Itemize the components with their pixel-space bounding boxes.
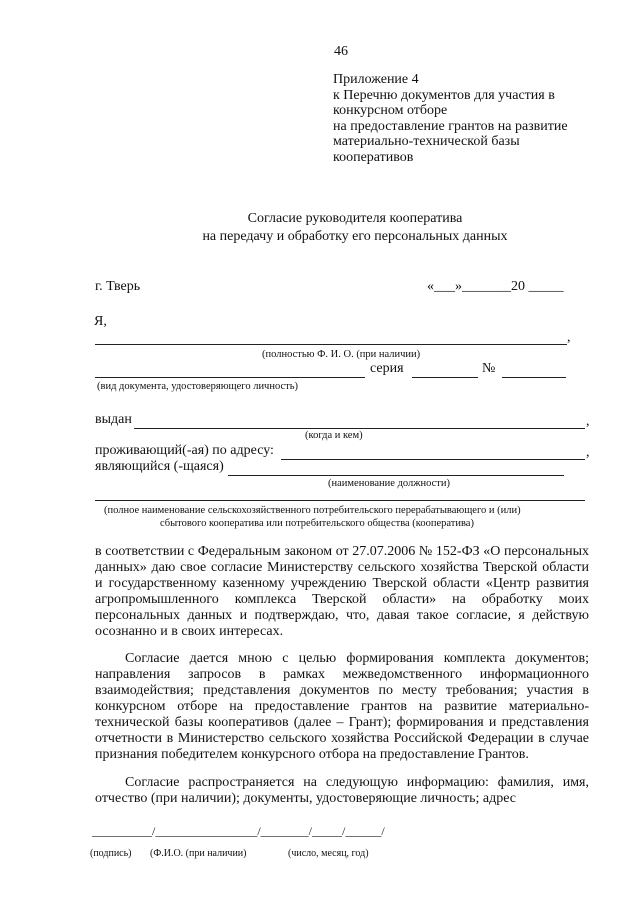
- appendix-line: конкурсном отборе: [333, 103, 448, 119]
- address-input-line[interactable]: [281, 459, 585, 460]
- signature-hint: (подпись): [90, 848, 132, 859]
- document-type-hint: (вид документа, удостоверяющего личность): [97, 381, 299, 392]
- position-input-line[interactable]: [228, 475, 564, 476]
- footer-fio-hint: (Ф.И.О. (при наличии): [150, 848, 247, 859]
- appendix-line: к Перечню документов для участия в: [333, 87, 555, 103]
- cooperative-input-line[interactable]: [95, 500, 585, 501]
- document-title-line1: Согласие руководителя кооператива: [247, 211, 463, 226]
- appendix-block: [333, 72, 568, 166]
- consent-body: [95, 544, 589, 807]
- date-year-prefix: 20: [511, 279, 525, 294]
- issued-hint: (когда и кем): [305, 430, 363, 441]
- issued-label: выдан: [95, 412, 132, 427]
- document-title-line2: на передачу и обработку его персональных данных: [202, 229, 508, 244]
- issued-comma: ,: [586, 414, 590, 429]
- date-day-blank: ___: [434, 279, 455, 294]
- number-input-line[interactable]: [502, 377, 566, 378]
- signature-line[interactable]: __________/_________________/________/_____/______/: [92, 824, 385, 838]
- date-month-blank: _______: [462, 279, 511, 294]
- fio-comma: ,: [567, 330, 571, 345]
- footer-date-hint: (число, месяц, год): [288, 848, 369, 859]
- appendix-line: на предоставление грантов на развитие: [333, 118, 568, 134]
- issued-input-line[interactable]: [134, 428, 585, 429]
- paragraph-scope: Согласие распространяется на следующую информацию: фамилия, имя, отчество (при наличии); документы, удостоверяющие личность; адрес: [95, 774, 589, 806]
- series-label: серия: [370, 361, 404, 376]
- appendix-line: материально-технической базы: [333, 134, 520, 150]
- position-label: являющийся (-щаяся): [95, 459, 224, 474]
- appendix-line: кооперативов: [333, 149, 414, 165]
- cooperative-hint-line2: сбытового кооператива или потребительского общества (кооператива): [160, 518, 474, 529]
- date-close-quote: »: [455, 279, 462, 294]
- appendix-line: Приложение 4: [333, 72, 419, 87]
- page-number: 46: [334, 44, 348, 59]
- date-year-blank: _____: [525, 279, 564, 294]
- number-label: №: [482, 361, 496, 376]
- series-input-line[interactable]: [412, 377, 478, 378]
- date-open-quote: «: [427, 279, 434, 294]
- document-type-input-line[interactable]: [95, 377, 365, 378]
- cooperative-hint-line1: (полное наименование сельскохозяйственного потребительского перерабатывающего и (или): [104, 505, 521, 516]
- date-field[interactable]: [427, 279, 564, 295]
- paragraph-purpose: Согласие дается мною с целью формирования комплекта документов; направления запросов в рамках межведомственного информационного взаимодействия; представления документов по месту требования; участия в конкурсном отборе на предоставление грантов на развитие материально-технической базы кооперативов (далее – Грант); формирования и представления отчетности в Министерство сельского хозяйства Российской Федерации в случае признания победителем конкурсного отбора на предоставление Грантов.: [95, 651, 589, 762]
- address-comma: ,: [586, 445, 590, 460]
- fio-hint: (полностью Ф. И. О. (при наличии): [262, 349, 421, 360]
- address-label: проживающий(-ая) по адресу:: [95, 443, 274, 458]
- position-hint: (наименование должности): [328, 478, 451, 489]
- city: г. Тверь: [95, 279, 141, 294]
- ya-label: Я,: [94, 314, 107, 329]
- fio-input-line[interactable]: [95, 344, 567, 345]
- paragraph-consent: в соответствии с Федеральным законом от 27.07.2006 № 152-ФЗ «О персональных данных» даю свое согласие Министерству сельского хозяйства Тверской области и государственному казенному учреждению Тверской области «Центр развития агропромышленного комплекса Тверской области» на обработку моих персональных данных и подтверждаю, что, давая такое согласие, я действую осознанно и в своих интересах.: [95, 544, 589, 639]
